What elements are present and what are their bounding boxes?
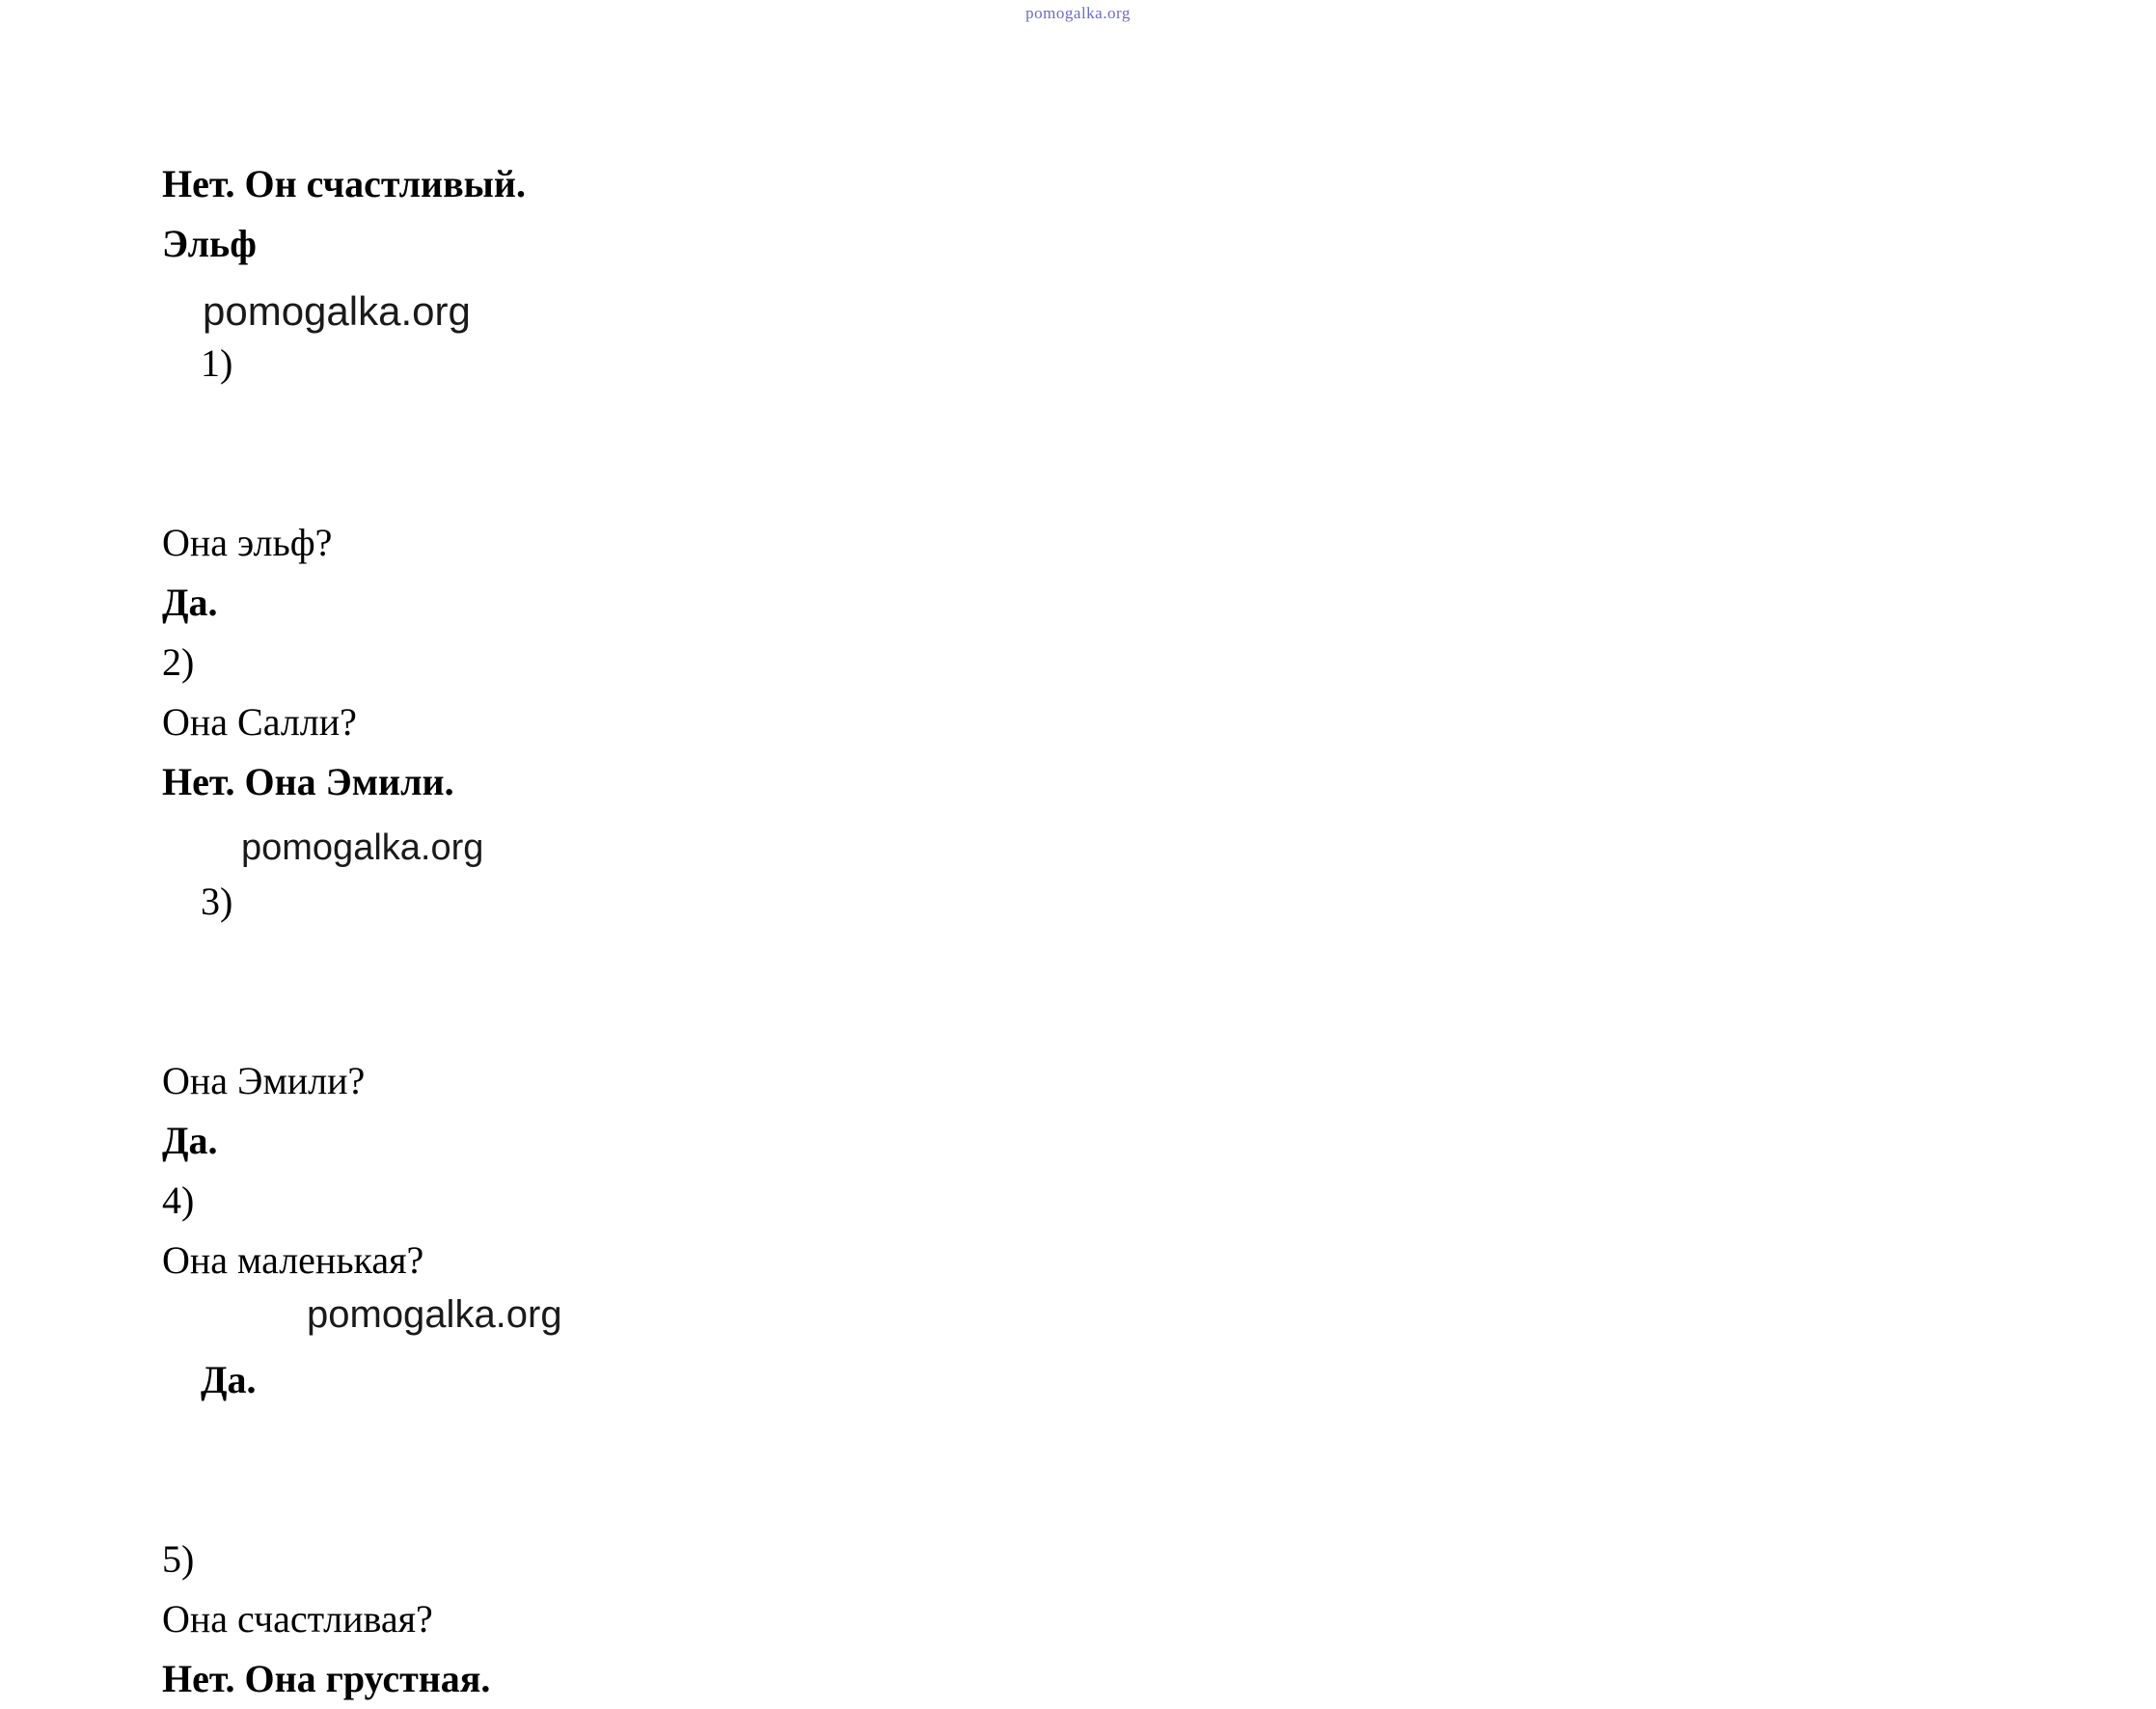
text-line: 2) bbox=[162, 640, 195, 684]
text-line: Да. bbox=[162, 1119, 218, 1162]
text-line-with-watermark bbox=[162, 812, 1513, 1051]
top-watermark: pomogalka.org bbox=[1025, 4, 1131, 22]
text-line: Да. bbox=[162, 581, 218, 624]
text-line: Она маленькая? bbox=[162, 1238, 424, 1282]
text-line: 5) bbox=[162, 1537, 195, 1581]
text-line-with-watermark bbox=[162, 274, 1513, 513]
text-line: Она Эмили? bbox=[162, 1059, 366, 1102]
inline-watermark-1: pomogalka.org bbox=[203, 288, 471, 334]
line-text: Да. bbox=[201, 1358, 257, 1401]
text-line-with-watermark bbox=[162, 1290, 1513, 1530]
text-line: Нет. Она грустная. bbox=[162, 1657, 491, 1700]
text-line: Нет. Он счастливый. bbox=[162, 162, 526, 205]
line-text: 3) bbox=[201, 880, 233, 923]
inline-watermark-4: pomogalka.org bbox=[307, 1293, 562, 1336]
text-line: Эльф bbox=[162, 222, 257, 265]
text-line: Она эльф? bbox=[162, 521, 333, 564]
text-line: Она счастливая? bbox=[162, 1597, 433, 1641]
line-text: 1) bbox=[201, 341, 233, 385]
inline-watermark-3: pomogalka.org bbox=[241, 827, 484, 868]
document-body bbox=[162, 154, 1513, 1709]
text-line: Она Салли? bbox=[162, 700, 357, 744]
text-line: Нет. Она Эмили. bbox=[162, 760, 454, 803]
text-line: 4) bbox=[162, 1179, 195, 1222]
